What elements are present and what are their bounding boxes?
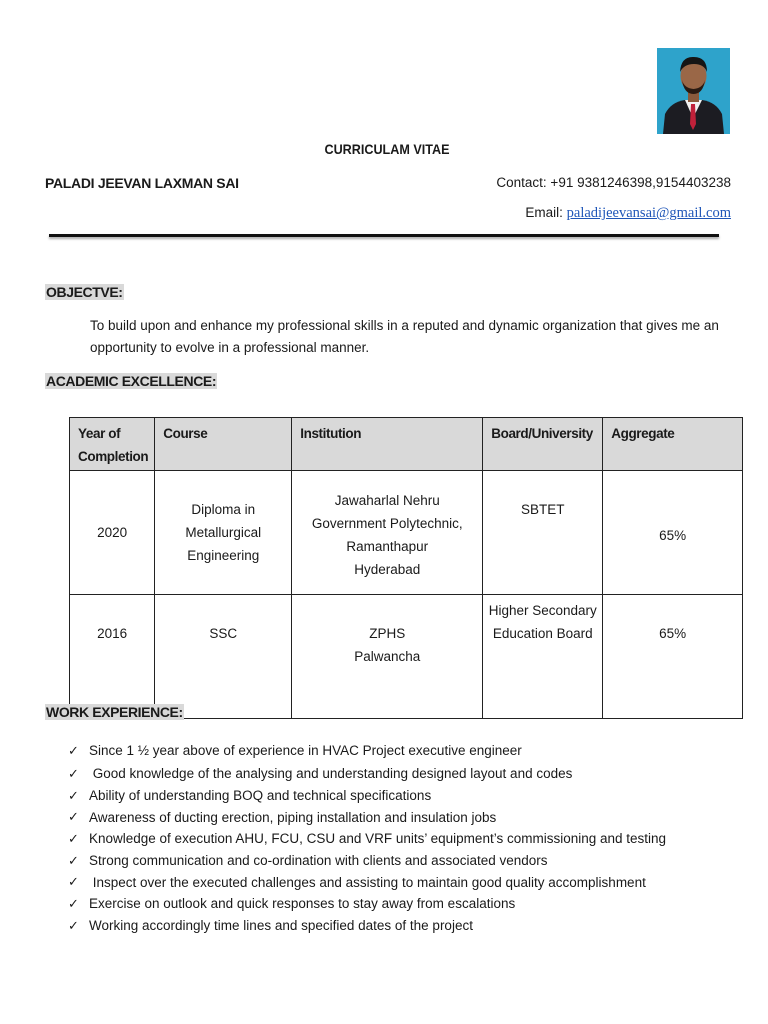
- course-cell: SSC: [155, 595, 292, 719]
- year-cell: 2020: [70, 471, 155, 595]
- checkmark-icon: ✓: [68, 765, 79, 781]
- column-header-course: Course: [155, 418, 292, 471]
- institution-cell: ZPHS Palwancha: [292, 595, 483, 719]
- list-item: ✓ Ability of understanding BOQ and technical specifications: [68, 787, 432, 804]
- header-divider: [49, 234, 719, 237]
- list-item: ✓ Awareness of ducting erection, piping installation and insulation jobs: [68, 809, 497, 825]
- work-experience-heading: WORK EXPERIENCE:: [46, 704, 183, 720]
- checkmark-icon: ✓: [68, 809, 79, 825]
- table-row: [70, 471, 743, 595]
- list-item: ✓ Good knowledge of the analysing and understanding designed layout and codes: [68, 765, 573, 782]
- checkmark-icon: ✓: [68, 742, 79, 758]
- list-item: ✓ Exercise on outlook and quick responses to stay away from escalations: [68, 895, 516, 912]
- table-header-row: [70, 418, 743, 471]
- year-cell: 2016: [70, 595, 155, 719]
- contact-email: [525, 205, 731, 222]
- aggregate-cell: 65%: [603, 471, 743, 595]
- checkmark-icon: ✓: [68, 874, 79, 890]
- list-item: ✓ Since 1 ½ year above of experience in HVAC Project executive engineer: [68, 742, 522, 758]
- objective-text: To build upon and enhance my professional skills in a reputed and dynamic organization that gives me an opportunity to evolve in a professional manner.: [90, 318, 719, 355]
- email-label: Email:: [525, 205, 567, 220]
- course-cell: Diploma in Metallurgical Engineering: [155, 471, 292, 595]
- page-title: CURRICULAM VITAE: [324, 141, 450, 157]
- column-header-year: Year of Completion: [70, 418, 155, 471]
- academic-table: [69, 417, 743, 719]
- profile-photo: [657, 48, 730, 134]
- work-experience-list: [68, 738, 748, 937]
- list-item: ✓ Inspect over the executed challenges and assisting to maintain good quality accomplishment: [68, 874, 646, 890]
- aggregate-cell: 65%: [603, 595, 743, 719]
- contact-phone: Contact: +91 9381246398,9154403238: [496, 175, 731, 190]
- email-link[interactable]: paladijeevansai@gmail.com: [566, 205, 731, 221]
- list-item: ✓ Knowledge of execution AHU, FCU, CSU and VRF units’ equipment’s commissioning and testing: [68, 830, 667, 847]
- candidate-name: PALADI JEEVAN LAXMAN SAI: [45, 175, 239, 191]
- column-header-aggregate: Aggregate: [603, 418, 743, 471]
- checkmark-icon: ✓: [68, 917, 79, 933]
- academic-heading: ACADEMIC EXCELLENCE:: [46, 373, 217, 389]
- list-item: ✓ Working accordingly time lines and specified dates of the project: [68, 917, 473, 934]
- column-header-board: Board/University: [483, 418, 603, 471]
- board-cell: SBTET: [483, 471, 603, 595]
- checkmark-icon: ✓: [68, 895, 79, 911]
- column-header-institution: Institution: [292, 418, 483, 471]
- institution-cell: Jawaharlal Nehru Government Polytechnic, Ramanthapur Hyderabad: [292, 471, 483, 595]
- checkmark-icon: ✓: [68, 787, 79, 803]
- board-cell: Higher Secondary Education Board: [483, 595, 603, 719]
- objective-heading: OBJECTVE:: [46, 284, 123, 300]
- list-item: ✓ Strong communication and co-ordination with clients and associated vendors: [68, 852, 548, 869]
- checkmark-icon: ✓: [68, 830, 79, 846]
- checkmark-icon: ✓: [68, 852, 79, 868]
- table-row: [70, 595, 743, 719]
